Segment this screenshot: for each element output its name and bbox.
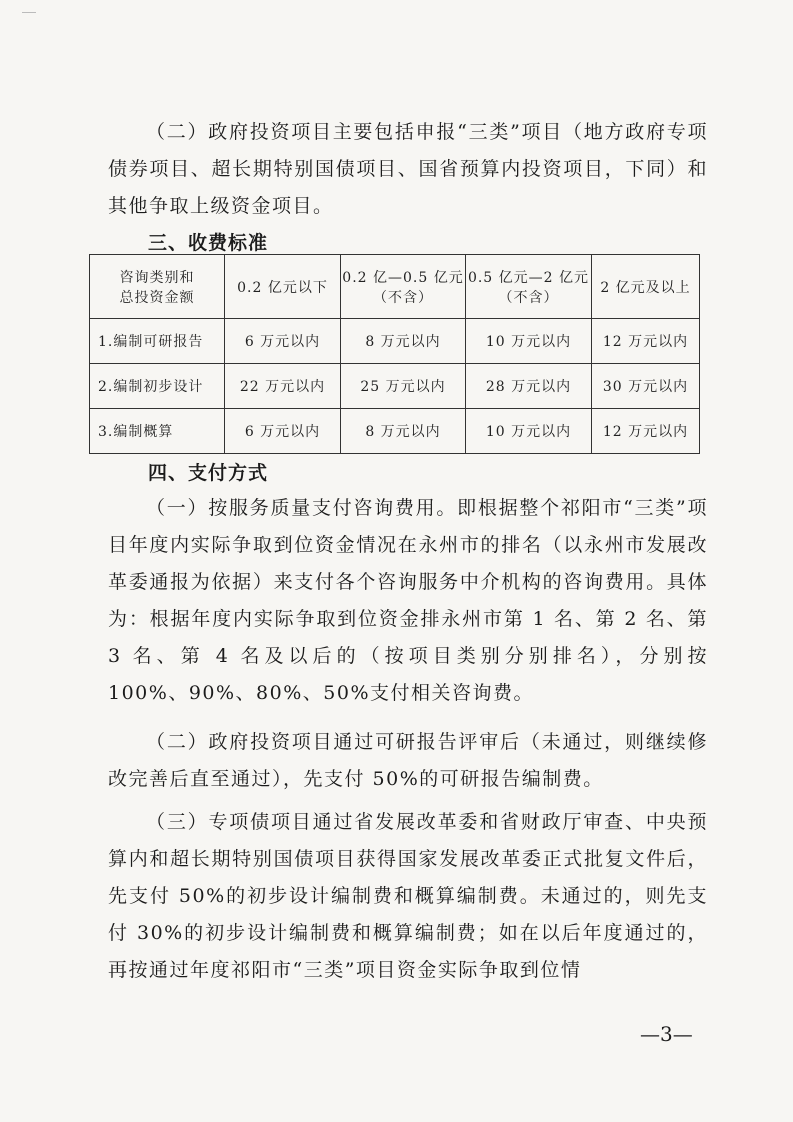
table-cell: 10 万元以内 (466, 319, 592, 364)
table-cell: 6 万元以内 (225, 319, 341, 364)
section-3-heading: 三、收费标准 (148, 232, 269, 254)
table-cell: 12 万元以内 (592, 319, 700, 364)
table-cell: 6 万元以内 (225, 409, 341, 454)
section-4-heading: 四、支付方式 (148, 462, 269, 484)
table-cell: 10 万元以内 (466, 409, 592, 454)
table-cell: 25 万元以内 (341, 364, 466, 409)
header-below-0.2: 0.2 亿元以下 (225, 255, 341, 319)
table-cell: 28 万元以内 (466, 364, 592, 409)
table-header-row (90, 255, 700, 319)
fee-standard-table (89, 254, 700, 454)
table-cell: 30 万元以内 (592, 364, 700, 409)
page-number: —3— (640, 1022, 693, 1046)
row-label: 1.编制可研报告 (90, 319, 225, 364)
header-0.2-0.5: 0.2 亿—0.5 亿元 （不含） (341, 255, 466, 319)
scan-mark (22, 0, 36, 13)
table-cell: 8 万元以内 (341, 409, 466, 454)
header-0.5-2: 0.5 亿元—2 亿元 （不含） (466, 255, 592, 319)
row-label: 2.编制初步设计 (90, 364, 225, 409)
table-cell: 8 万元以内 (341, 319, 466, 364)
table-cell: 12 万元以内 (592, 409, 700, 454)
table-cell: 22 万元以内 (225, 364, 341, 409)
header-2-above: 2 亿元及以上 (592, 255, 700, 319)
table-row (90, 364, 700, 409)
payment-paragraph-1: （一）按服务质量支付咨询费用。即根据整个祁阳市“三类”项目年度内实际争取到位资金情况在永州市的排名（以永州市发展改革委通报为依据）来支付各个咨询服务中介机构的咨询费用。具体为：根据年度内实际争取到位资金排永州市第 1 名、第 2 名、第 3 名、第 4 名及以后的（按项目类别分别排名），分别按 100%、90%、80%、50%支付相关咨询费。 (108, 497, 708, 704)
header-category: 咨询类别和 总投资金额 (90, 255, 225, 319)
payment-paragraph-2: （二）政府投资项目通过可研报告评审后（未通过，则继续修改完善后直至通过），先支付 50%的可研报告编制费。 (108, 731, 708, 790)
section-2-paragraph: （二）政府投资项目主要包括申报“三类”项目（地方政府专项债券项目、超长期特别国债项目、国省预算内投资项目，下同）和其他争取上级资金项目。 (108, 121, 708, 217)
payment-paragraph-3: （三）专项债项目通过省发展改革委和省财政厅审查、中央预算内和超长期特别国债项目获得国家发展改革委正式批复文件后，先支付 50%的初步设计编制费和概算编制费。未通过的，则先支付 30%的初步设计编制费和概算编制费；如在以后年度通过的，再按通过年度祁阳市“三类”项目资金实际争取到位情 (108, 811, 708, 981)
table-row (90, 319, 700, 364)
row-label: 3.编制概算 (90, 409, 225, 454)
table-row (90, 409, 700, 454)
